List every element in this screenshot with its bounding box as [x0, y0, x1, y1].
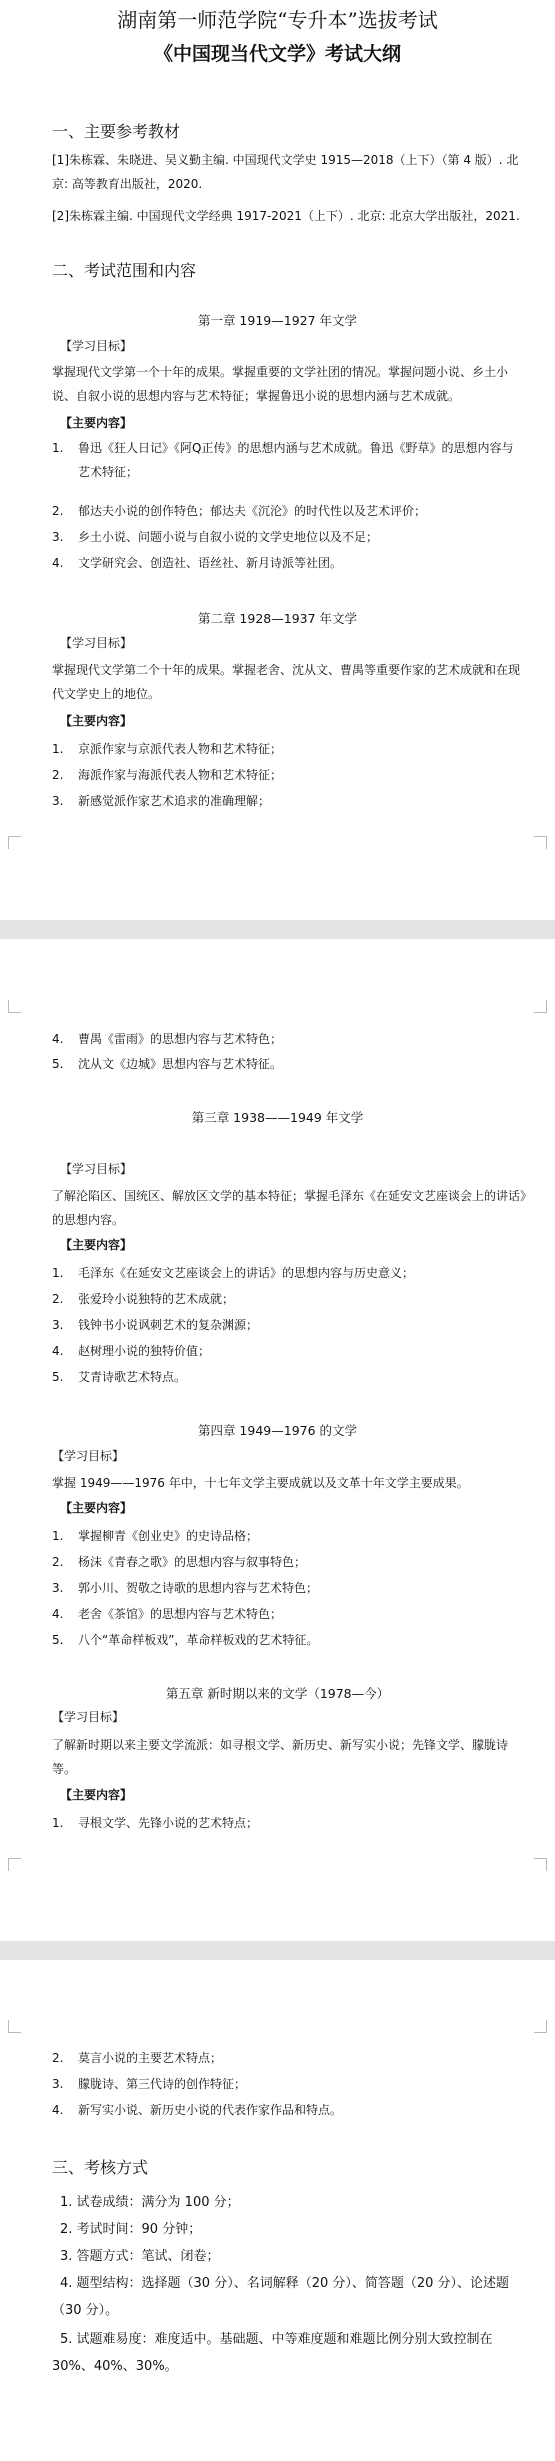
- chapter2-item: 4. 曹禺《雷雨》的思想内容与艺术特色；: [52, 1032, 283, 1046]
- chapter2-title: 第二章 1928—1937 年文学: [197, 611, 358, 626]
- page-gap: [0, 1941, 555, 1960]
- chapter1-item: 3. 乡土小说、问题小说与自叙小说的文学史地位以及不足；: [52, 530, 379, 544]
- chapter3-item: 2. 张爱玲小说独特的艺术成就；: [52, 1292, 235, 1306]
- chapter3-item: 4. 赵树理小说的独特价值；: [52, 1344, 211, 1358]
- chapter2-item: 1. 京派作家与京派代表人物和艺术特征；: [52, 742, 283, 756]
- chapter2-item: 2. 海派作家与海派代表人物和艺术特征；: [52, 768, 283, 782]
- chapter5-item: 2. 莫言小说的主要艺术特点；: [52, 2051, 223, 2065]
- chapter1-content-tag: 【主要内容】: [60, 416, 133, 430]
- exam-item: 4. 题型结构：选择题（30 分）、名词解释（20 分）、简答题（20 分）、论述题（30 分）。: [52, 2276, 510, 2318]
- chapter5-goal-text: 了解新时期以来主要文学流派：如寻根文学、新历史、新写实小说；先锋文学、朦胧诗等。: [52, 1738, 509, 1776]
- chapter5-item: 3. 朦胧诗、第三代诗的创作特征；: [52, 2077, 247, 2091]
- chapter2-goal-text: 掌握现代文学第二个十年的成果。掌握老舍、沈从文、曹禺等重要作家的艺术成就和在现代文学史上的地位。: [52, 663, 521, 701]
- chapter4-item: 4. 老舍《茶馆》的思想内容与艺术特色；: [52, 1607, 283, 1621]
- chapter1-goal-tag: 【学习目标】: [60, 339, 133, 353]
- chapter2-content-tag: 【主要内容】: [60, 714, 133, 728]
- chapter1-item: 1. 鲁迅《狂人日记》《阿Q正传》的思想内涵与艺术成就。鲁迅《野草》的思想内容与艺术特征；: [52, 441, 514, 479]
- document-title: 《中国现当代文学》考试大纲: [153, 43, 401, 65]
- chapter4-item: 3. 郭小川、贺敬之诗歌的思想内容与艺术特色；: [52, 1581, 319, 1595]
- chapter5-goal-tag: 【学习目标】: [52, 1710, 125, 1724]
- chapter2-item: 5. 沈从文《边城》思想内容与艺术特征。: [52, 1057, 283, 1071]
- page-corner-mark: [8, 2020, 21, 2033]
- chapter5-item: 4. 新写实小说、新历史小说的代表作家作品和特点。: [52, 2103, 343, 2117]
- chapter3-item: 1. 毛泽东《在延安文艺座谈会上的讲话》的思想内容与历史意义；: [52, 1266, 415, 1280]
- reference-1: [1]朱栋霖、朱晓进、吴义勤主编. 中国现代文学史 1915—2018（上下）（第 4 版）. 北京: 高等教育出版社，2020.: [52, 153, 519, 191]
- page-corner-mark: [534, 2020, 547, 2033]
- chapter5-title: 第五章 新时期以来的文学（1978—今）: [165, 1686, 390, 1701]
- chapter3-item: 3. 钱钟书小说讽刺艺术的复杂渊源；: [52, 1318, 259, 1332]
- section2-heading: 二、考试范围和内容: [52, 261, 197, 280]
- chapter5-item: 1. 寻根文学、先锋小说的艺术特点；: [52, 1816, 259, 1830]
- page-corner-mark: [534, 836, 547, 849]
- chapter4-content-tag: 【主要内容】: [60, 1501, 133, 1515]
- chapter1-title: 第一章 1919—1927 年文学: [197, 313, 358, 328]
- chapter1-item: 4. 文学研究会、创造社、语丝社、新月诗派等社团。: [52, 556, 343, 570]
- page-corner-mark: [8, 1000, 21, 1013]
- chapter1-item: 2. 郁达夫小说的创作特色；郁达夫《沉沦》的时代性以及艺术评价；: [52, 504, 427, 518]
- section1-heading: 一、主要参考教材: [52, 122, 181, 141]
- chapter3-title: 第三章 1938——1949 年文学: [191, 1110, 364, 1125]
- chapter4-item: 1. 掌握柳青《创业史》的史诗品格；: [52, 1529, 259, 1543]
- chapter2-goal-tag: 【学习目标】: [60, 636, 133, 650]
- school-title: 湖南第一师范学院“专升本”选拔考试: [117, 8, 438, 32]
- page-corner-mark: [534, 1858, 547, 1871]
- exam-item: 1. 试卷成绩：满分为 100 分；: [60, 2195, 240, 2210]
- page-corner-mark: [8, 1858, 21, 1871]
- exam-item: 3. 答题方式：笔试、闭卷；: [60, 2249, 220, 2264]
- page-corner-mark: [534, 1000, 547, 1013]
- chapter4-goal-tag: 【学习目标】: [52, 1449, 125, 1463]
- chapter1-goal-text: 掌握现代文学第一个十年的成果。掌握重要的文学社团的情况。掌握问题小说、乡土小说、自叙小说的思想内容与艺术特征；掌握鲁迅小说的思想内涵与艺术成就。: [52, 365, 509, 403]
- chapter4-goal-text: 掌握 1949——1976 年中，十七年文学主要成就以及文革十年文学主要成果。: [52, 1476, 469, 1490]
- chapter2-item: 3. 新感觉派作家艺术追求的准确理解；: [52, 794, 271, 808]
- reference-2: [2]朱栋霖主编. 中国现代文学经典 1917-2021（上下）. 北京: 北京大学出版社，2021.: [52, 209, 520, 223]
- chapter3-goal-text: 了解沦陷区、国统区、解放区文学的基本特征；掌握毛泽东《在延安文艺座谈会上的讲话》的思想内容。: [52, 1189, 527, 1227]
- chapter4-title: 第四章 1949—1976 的文学: [197, 1423, 358, 1438]
- exam-item: 2. 考试时间：90 分钟；: [60, 2222, 202, 2237]
- chapter4-item: 5. 八个“革命样板戏”，革命样板戏的艺术特征。: [52, 1633, 319, 1647]
- exam-item: 5. 试题难易度：难度适中。基础题、中等难度题和难题比例分别大致控制在 30%、40%、30%。: [52, 2332, 493, 2374]
- chapter5-content-tag: 【主要内容】: [60, 1788, 133, 1802]
- section3-heading: 三、考核方式: [52, 2158, 149, 2177]
- chapter3-content-tag: 【主要内容】: [60, 1238, 133, 1252]
- chapter3-item: 5. 艾青诗歌艺术特点。: [52, 1370, 187, 1384]
- page-corner-mark: [8, 836, 21, 849]
- chapter4-item: 2. 杨沫《青春之歌》的思想内容与叙事特色；: [52, 1555, 307, 1569]
- page-gap: [0, 920, 555, 939]
- chapter3-goal-tag: 【学习目标】: [60, 1162, 133, 1176]
